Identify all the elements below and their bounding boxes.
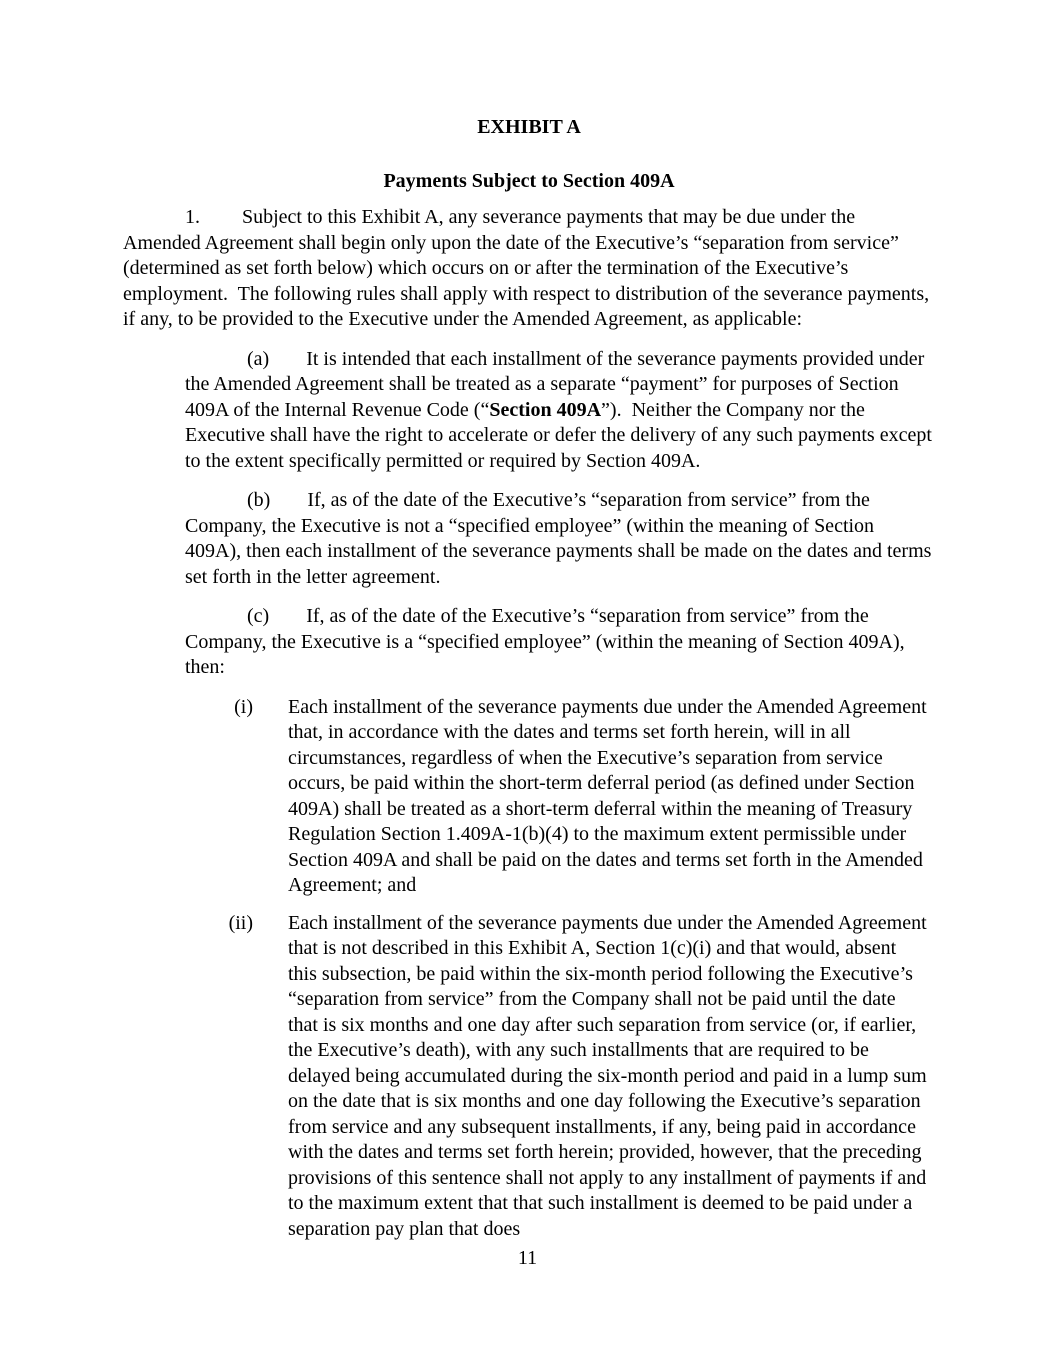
list-item-i (123, 695, 935, 899)
paragraph-a (185, 347, 935, 475)
paragraph-c-text: If, as of the date of the Executive’s “separation from service” from the Company, the Executive is a “specified employee” (within the meaning of Section 409A), then: (185, 605, 905, 678)
paragraph-1 (123, 205, 935, 333)
list-item-ii-label: (ii) (228, 911, 253, 934)
page-number: 11 (517, 1247, 538, 1269)
paragraph-b-label: (b) (247, 489, 271, 511)
paragraph-b (185, 488, 935, 590)
paragraph-a-label: (a) (247, 347, 270, 370)
exhibit-title: EXHIBIT A (477, 116, 581, 138)
paragraph-a-text-2: ”). Neither the Company nor the Executive shall have the right to accelerate or defer the delivery of any such payments except to the extent specifically permitted or required by Section 409A. (185, 398, 932, 472)
exhibit-subtitle: Payments Subject to Section 409A (383, 169, 675, 192)
paragraph-1-number: 1. (185, 206, 200, 228)
paragraph-b-text: If, as of the date of the Executive’s “separation from service” from the Company, the Executive is not a “specified employee” (within the meaning of Section 409A), then each installment of the severance payments shall be made on the dates and terms set forth in the letter agreement. (185, 489, 932, 588)
paragraph-c-label: (c) (247, 605, 270, 627)
paragraph-c (185, 604, 935, 681)
list-item-i-text: Each installment of the severance payments due under the Amended Agreement that, in accordance with the dates and terms set forth herein, will in all circumstances, regardless of when the Executive’s separation from service occurs, be paid within the short-term deferral period (as defined under Section 409A) shall be treated as a short-term deferral within the meaning of Treasury Regulation Section 1.409A-1(b)(4) to the maximum extent permissible under Section 409A and shall be paid on the dates and terms set forth in the Amended Agreement; and (288, 695, 927, 896)
paragraph-1-text: Subject to this Exhibit A, any severance payments that may be due under the Amended Agreement shall begin only upon the date of the Executive’s “separation from service” (determined as set forth below) which occurs on or after the termination of the Executive’s employment. The following rules shall apply with respect to distribution of the severance payments, if any, to be provided to the Executive under the Amended Agreement, as applicable: (123, 206, 930, 330)
paragraph-a-text-1: It is intended that each installment of the severance payments provided under the Amended Agreement shall be treated as a separate “payment” for purposes of Section 409A of the Internal Revenue Code (“ (185, 347, 925, 421)
defined-term-section-409a: Section 409A (489, 398, 602, 421)
list-item-i-label: (i) (234, 695, 253, 718)
list-item-ii-text: Each installment of the severance payments due under the Amended Agreement that is not described in this Exhibit A, Section 1(c)(i) and that would, absent this subsection, be paid within the six-month period following the Executive’s “separation from service” from the Company shall not be paid until the date that is six months and one day after such separation from service (or, if earlier, the Executive’s death), with any such installments that are required to be delayed being accumulated during the six-month period and paid in a lump sum on the date that is six months and one day following the Executive’s separation from service and any subsequent installments, if any, being paid in accordance with the dates and terms set forth herein; provided, however, that the preceding provisions of this sentence shall not apply to any installment of payments if and to the maximum extent that that such installment is deemed to be paid under a separation pay plan that does (288, 911, 927, 1240)
list-item-ii (123, 911, 935, 1243)
